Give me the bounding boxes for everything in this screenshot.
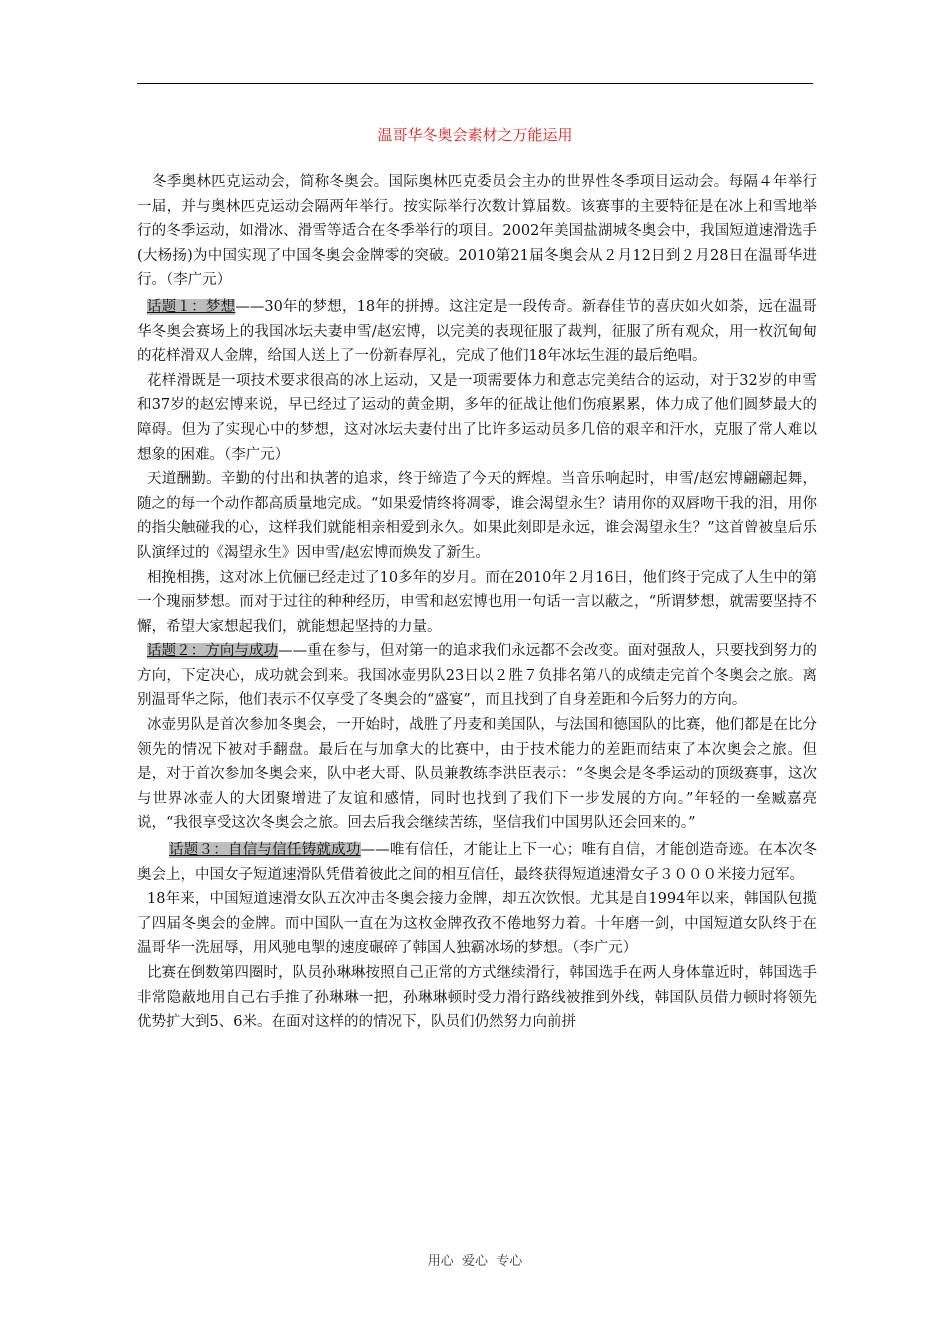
paragraph-intro: 冬季奥林匹克运动会，简称冬奥会。国际奥林匹克委员会主办的世界性冬季项目运动会。每隔４年举行一届，并与奥林匹克运动会隔两年举行。按实际举行次数计算届数。该赛事的主要特征是在冰上和雪地举行的冬季运动，如滑冰、滑雪等适合在冬季举行的项目。2002年美国盐湖城冬奥会中，我国短道速滑选手(大杨扬)为中国实现了中国冬奥会金牌零的突破。2010第21届冬奥会从２月12日到２月28日在温哥华进行。（李广元）: [137, 174, 817, 289]
paragraph: 比赛在倒数第四圈时，队员孙琳琳按照自己正常的方式继续滑行，韩国选手在两人身体靠近时，韩国选手非常隐蔽地用自己右手推了孙琳琳一把，孙琳琳顿时受力滑行路线被推到外线，韩国队员借力顿时将领先优势扩大到5、6米。在面对这样的的情况下，队员们仍然努力向前拼: [137, 965, 817, 1031]
page-footer: 用心 爱心 专心: [427, 1254, 523, 1269]
topic-3-text: ——唯有信任，才能让上下一心；唯有自信，才能创造奇迹。在本次冬奥会上，中国女子短道速滑队凭借着彼此之间的相互信任，最终获得短道速滑女子３０００米接力冠军。: [137, 842, 818, 883]
paragraph-topic-1: [137, 295, 817, 369]
paragraph: 相挽相携，这对冰上伉俪已经走过了10多年的岁月。而在2010年２月16日，他们终于完成了人生中的第一个瑰丽梦想。而对于过往的种种经历，申雪和赵宏博也用一句话一言以蔽之，“所谓梦想，就需要坚持不懈，希望大家想起我们，就能想起坚持的力量。: [137, 569, 817, 635]
paragraph: 冰壶男队是首次参加冬奥会，一开始时，战胜了丹麦和美国队，与法国和德国队的比赛，他们都是在比分领先的情况下被对手翻盘。最后在与加拿大的比赛中，由于技术能力的差距而结束了本次奥会之旅。但是，对于首次参加冬奥会来，队中老大哥、队员兼教练李洪臣表示：“冬奥会是冬季运动的顶级赛事，这次与世界冰壶人的大团聚增进了友谊和感情，同时也找到了我们下一步发展的方向。”年轻的一垒臧嘉亮说，“我很享受这次冬奥会之旅。回去后我会继续苦练，坚信我们中国男队还会回来的。”: [137, 717, 817, 832]
header-rule: [137, 83, 813, 84]
paragraph: 18年来，中国短道速滑女队五次冲击冬奥会接力金牌，却五次饮恨。尤其是自1994年以来，韩国队包揽了四届冬奥会的金牌。而中国队一直在为这枚金牌孜孜不倦地努力着。十年磨一剑，中国短道女队终于在温哥华一洗屈辱，用风驰电掣的速度碾碎了韩国人独霸冰场的梦想。（李广元）: [137, 891, 817, 957]
topic-2-heading: 话题２：方向与成功: [147, 643, 279, 660]
topic-3-heading: 话题３：自信与信任铸就成功: [169, 842, 361, 859]
paragraph: 天道酬勤。辛勤的付出和执著的追求，终于缔造了今天的辉煌。当音乐响起时，申雪/赵宏博翩翩起舞，随之的每一个动作都高质量地完成。“如果爱情终将凋零，谁会渴望永生？请用你的双唇吻干我的泪，用你的指尖触碰我的心，这样我们就能相亲相爱到永久。如果此刻即是永远，谁会渴望永生？”这首曾被皇后乐队演绎过的《渴望永生》因申雪/赵宏博而焕发了新生。: [137, 471, 817, 561]
topic-1-heading: 话题１：梦想: [147, 298, 236, 315]
paragraph-topic-2: [137, 639, 817, 713]
page-title: 温哥华冬奥会素材之万能运用: [377, 126, 573, 144]
paragraph: 花样滑既是一项技术要求很高的冰上运动，又是一项需要体力和意志完美结合的运动，对于32岁的申雪和37岁的赵宏博来说，早已经过了运动的黄金期，多年的征战让他们伤痕累累，体力成了他们圆梦最大的障碍。但为了实现心中的梦想，这对冰坛夫妻付出了比许多运动员多几倍的艰辛和汗水，克服了常人难以想象的困难。（李广元）: [137, 372, 817, 463]
paragraph-topic-3: [137, 838, 817, 887]
topic-2-text: ——重在参与，但对第一的追求我们永远都不会改变。面对强敌人，只要找到努力的方向，下定决心，成功就会到来。我国冰壶男队23日以２胜７负排名第八的成绩走完首个冬奥会之旅。离别温哥华之际，他们表示不仅享受了冬奥会的“盛宴”，而且找到了自身差距和今后努力的方向。: [137, 643, 818, 709]
article-body: [137, 170, 817, 1035]
topic-1-text: ——30年的梦想，18年的拼搏。这注定是一段传奇。新春佳节的喜庆如火如荼，远在温哥华冬奥会赛场上的我国冰坛夫妻申雪/赵宏博，以完美的表现征服了裁判，征服了所有观众，用一枚沉甸甸的花样滑双人金牌，给国人送上了一份新春厚礼，完成了他们18年冰坛生涯的最后绝唱。: [137, 298, 817, 365]
